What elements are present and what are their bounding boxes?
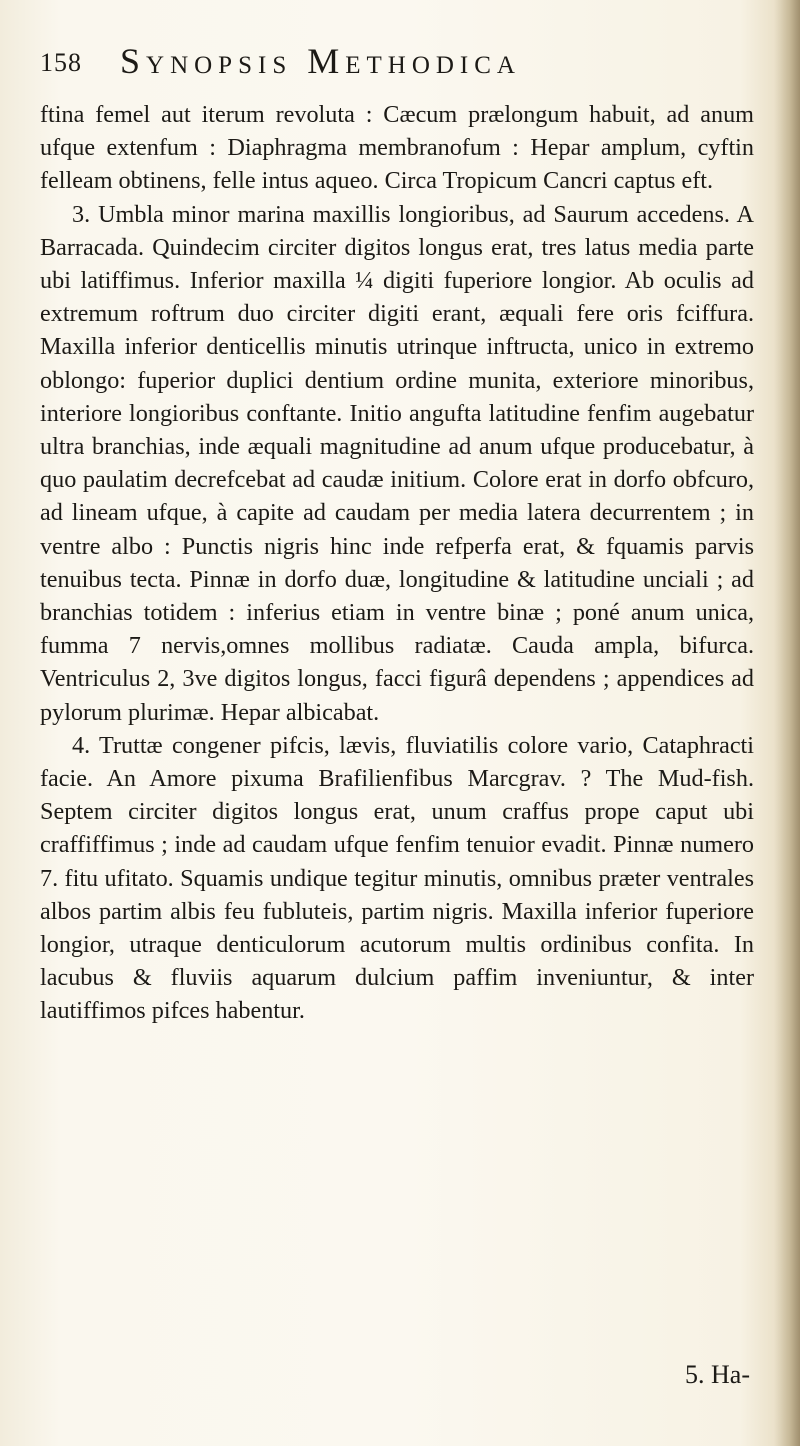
paragraph-entry-3: 3. Umbla minor marina maxillis longioribus, ad Saurum accedens. A Barracada. Quindecim circiter digitos longus erat, tres latus media parte ubi latiffimus. Inferior maxilla ¼ digiti fuperiore longior. Ab oculis ad extremum roftrum duo circiter digiti erant, æquali fere oris fciffura. Maxilla inferior denticellis minutis utrinque inftructa, unico in extremo oblongo: fuperior duplici dentium ordine munita, exteriore minoribus, interiore longioribus conftante. Initio angufta latitudine fenfim augebatur ultra branchias, inde æquali magnitudine ad anum ufque producebatur, à quo paulatim decrefcebat ad caudæ initium. Colore erat in dorfo obfcuro, ad lineam ufque, à capite ad caudam per media latera decurrentem ; in ventre albo : Punctis nigris hinc inde refperfa erat, & fquamis parvis tenuibus tecta. Pinnæ in dorfo duæ, longitudine & latitudine unciali ; ad branchias totidem : inferius etiam in ventre binæ ; poné anum unica, fumma 7 nervis,omnes mollibus radiatæ. Cauda ampla, bifurca. Ventriculus 2, 3ve digitos longus, facci figurâ dependens ; appendices ad pylorum plurimæ. Hepar albicabat. <box>40 200 754 726</box>
page-header <box>40 40 740 90</box>
paragraph-entry-4: 4. Truttæ congener pifcis, lævis, fluviatilis colore vario, Cataphracti facie. An Amore pixuma Brafilienfibus Marcgrav. ? The Mud-fish. Septem circiter digitos longus erat, unum craffus prope caput ubi craffiffimus ; inde ad caudam ufque fenfim tenuior evadit. Pinnæ numero 7. fitu ufitato. Squamis undique tegitur minutis, omnibus præter ventrales albos partim albis feu fubluteis, partim nigris. Maxilla inferior fuperiore longior, utraque denticulorum acutorum multis ordinibus confita. In lacubus & fluviis aquarum dulcium paffim inveniuntur, & inter lautiffimos pifces habentur. <box>40 731 754 1025</box>
paragraph-continuation: ftina femel aut iterum revoluta : Cæcum prælongum habuit, ad anum ufque extenfum : Diaphragma membranofum : Hepar amplum, cyftin felleam obtinens, felle intus aqueo. Circa Tropicum Cancri captus eft. <box>40 101 754 195</box>
page-gutter-shadow <box>774 0 800 1446</box>
running-head: Synopsis Methodica <box>120 41 521 81</box>
catchword: 5. Ha- <box>685 1360 750 1389</box>
page-number: 158 <box>40 48 82 77</box>
body-text <box>40 98 754 1028</box>
